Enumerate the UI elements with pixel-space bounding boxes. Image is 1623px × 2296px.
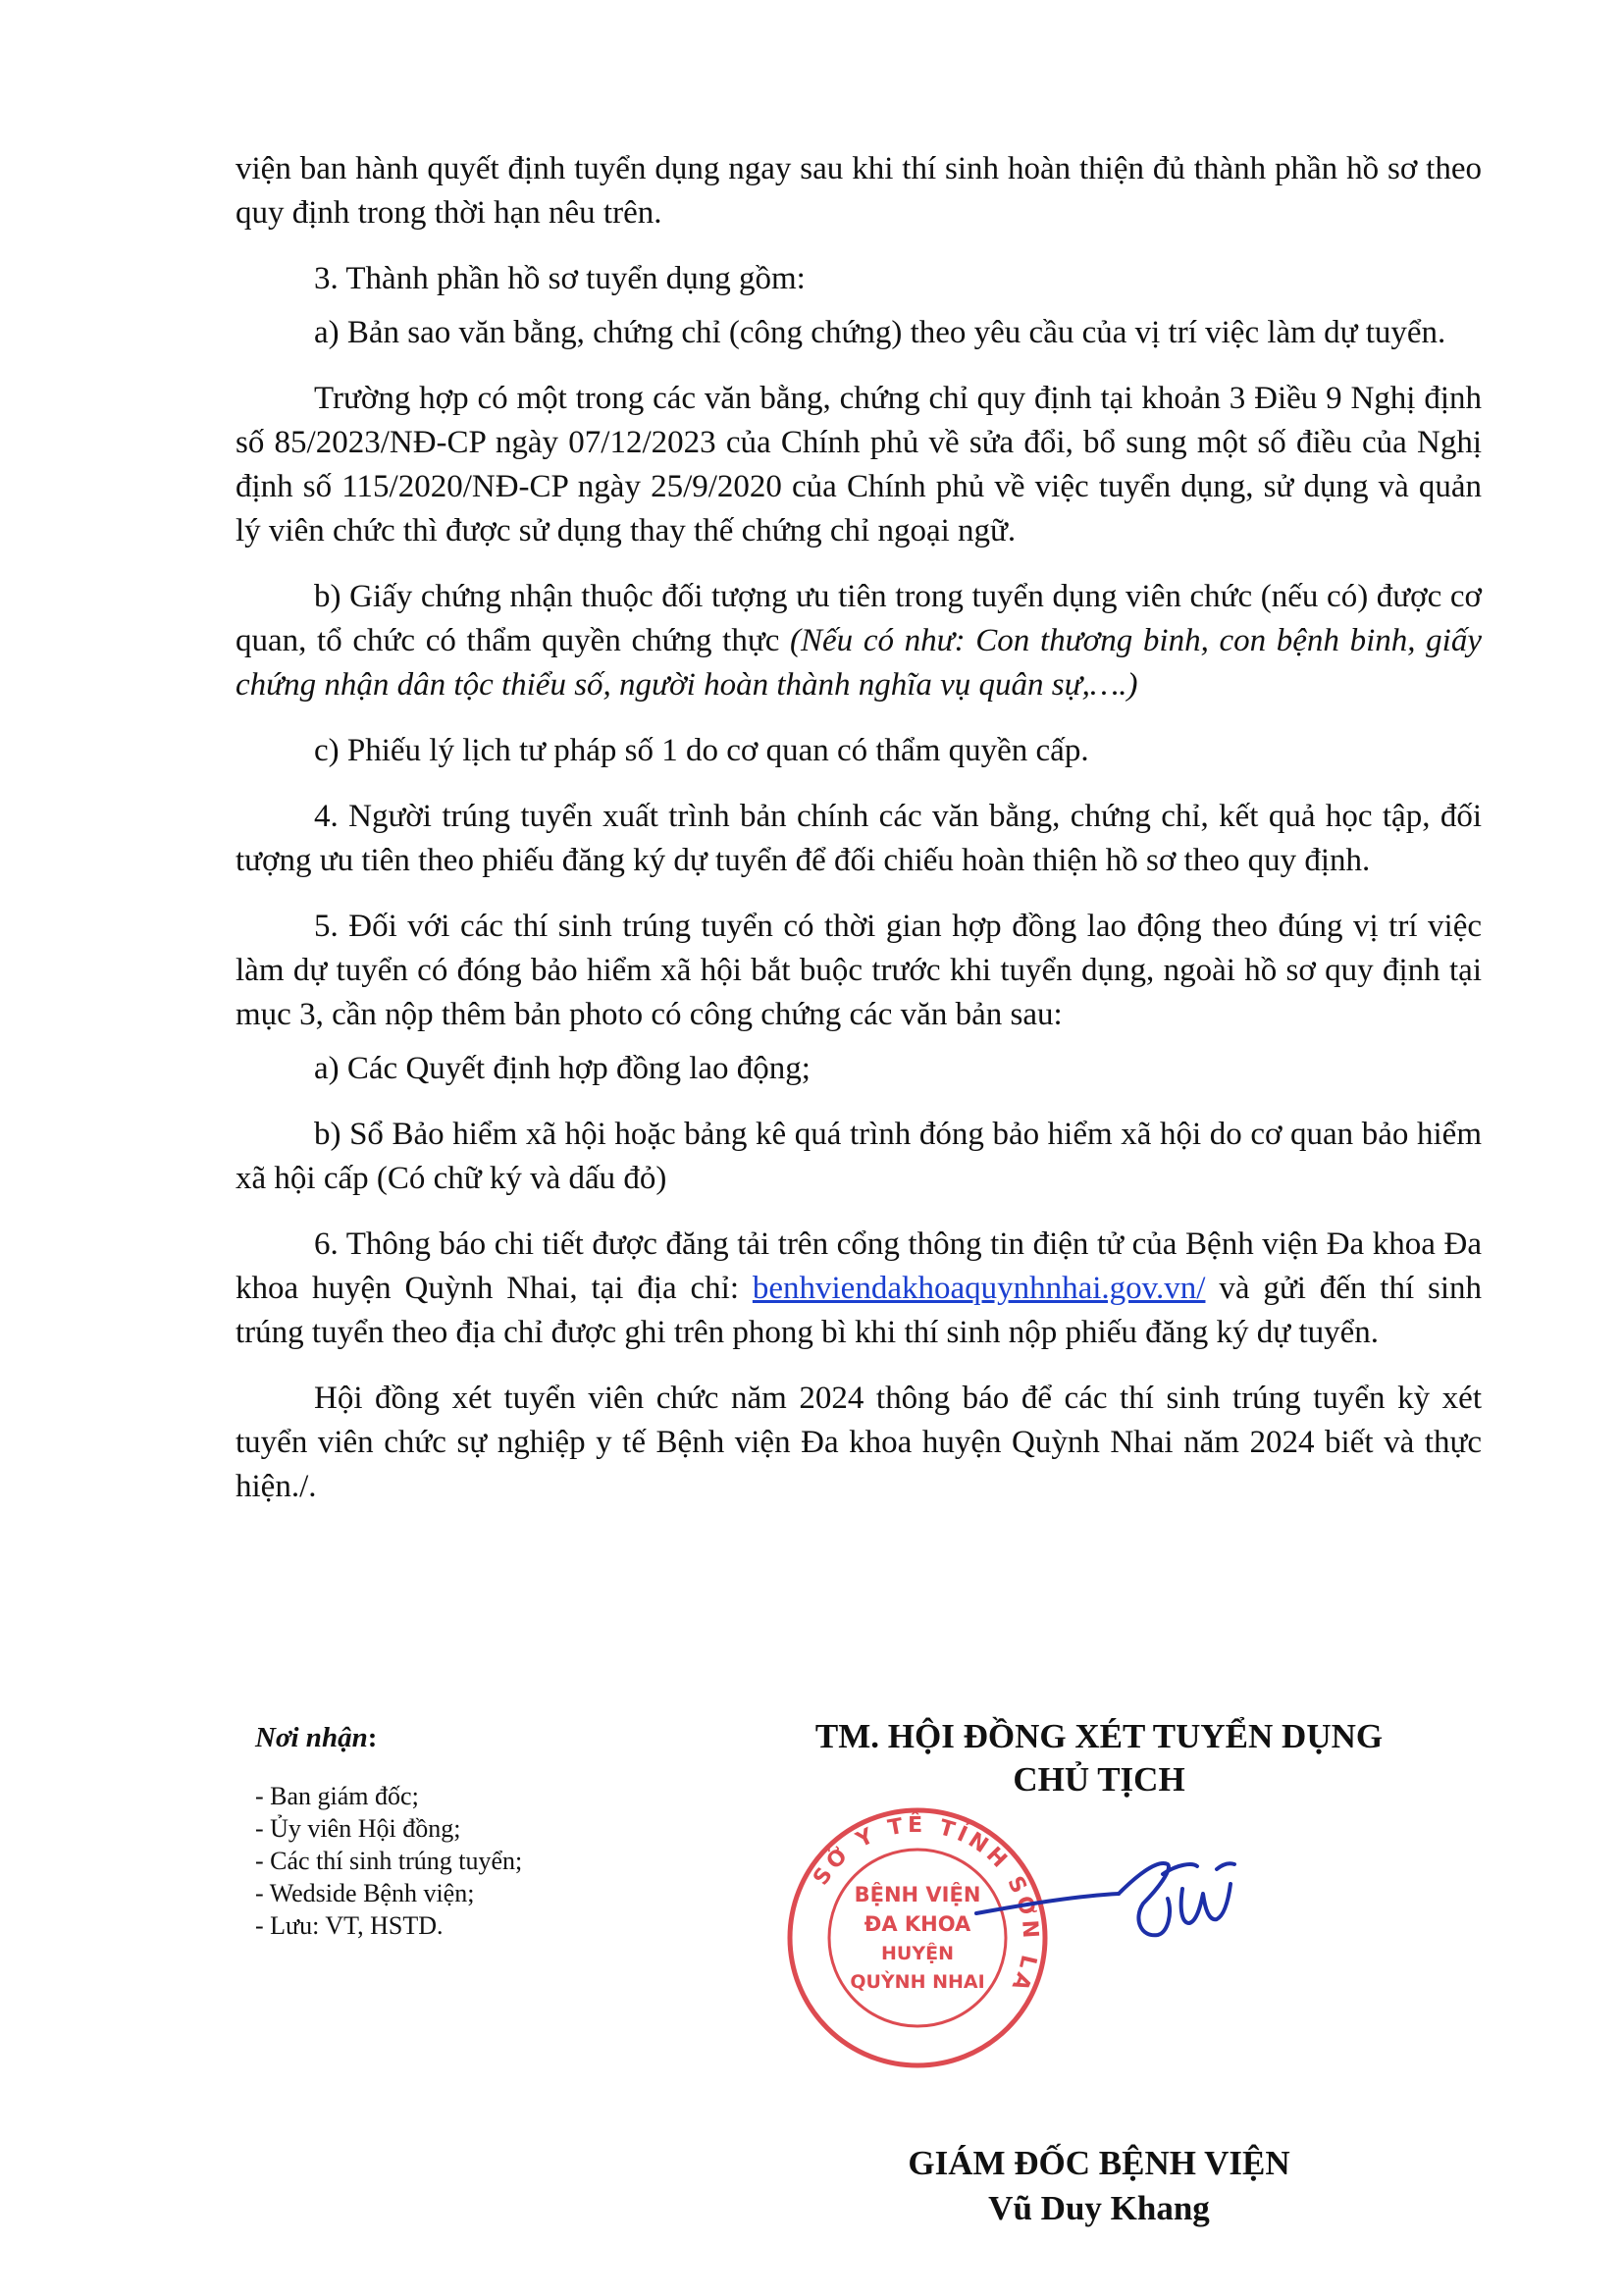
paragraph-3a: a) Bản sao văn bằng, chứng chỉ (công chứng) theo yêu cầu của vị trí việc làm dự tuyển. <box>314 315 1446 350</box>
paragraph-section-3: 3. Thành phần hồ sơ tuyển dụng gồm: <box>314 261 806 296</box>
paragraph-6-text: 6. Thông báo chi tiết được đăng tải trên cổng thông tin điện tử của Bệnh viện Đa khoa Đa khoa huyện Quỳnh Nhai, tại địa chỉ: <box>236 1226 1482 1306</box>
signer-name: Vũ Duy Khang <box>988 2189 1210 2227</box>
document-body <box>236 147 1482 1531</box>
recipients-title <box>255 1722 667 1754</box>
paragraph-section-5: 5. Đối với các thí sinh trúng tuyển có thời gian hợp đồng lao động theo đúng vị trí việc làm dự tuyển có đóng bảo hiểm xã hội bắt buộc trước khi tuyển dụng, ngoài hồ sơ quy định tại mục 3, cần nộp thêm bản photo có công chứng các văn bản sau: <box>236 909 1482 1032</box>
paragraph-3b-italic: (Nếu có như: Con thương binh, con bệnh binh, giấy chứng nhận dân tộc thiểu số, người hoàn thành nghĩa vụ quân sự,….) <box>236 623 1482 703</box>
signer-organization: TM. HỘI ĐỒNG XÉT TUYỂN DỤNG <box>814 1717 1384 1755</box>
paragraph-3a-note: Trường hợp có một trong các văn bằng, chứng chỉ quy định tại khoản 3 Điều 9 Nghị định số 85/2023/NĐ-CP ngày 07/12/2023 của Chính phủ về sửa đổi, bổ sung một số điều của Nghị định số 115/2020/NĐ-CP ngày 25/9/2020 của Chính phủ về việc tuyển dụng, sử dụng và quản lý viên chức thì được sử dụng thay thế chứng chỉ ngoại ngữ. <box>236 381 1482 548</box>
recipient-item: - Wedside Bệnh viện; <box>255 1879 475 1907</box>
recipients-block <box>255 1722 667 1942</box>
paragraph-5a: a) Các Quyết định hợp đồng lao động; <box>314 1051 811 1086</box>
recipients-title-colon: : <box>367 1722 378 1753</box>
stamp-line-2: ĐA KHOA <box>864 1912 971 1936</box>
paragraph-section-6 <box>236 1223 1482 1355</box>
website-link[interactable]: benhviendakhoaquynhnhai.gov.vn/ <box>752 1271 1206 1306</box>
paragraph-3b-text: b) Giấy chứng nhận thuộc đối tượng ưu tiên trong tuyển dụng viên chức (nếu có) được cơ quan, tổ chức có thẩm quyền chứng thực <box>236 579 1482 658</box>
paragraph-6-text-end: và gửi đến thí sinh trúng tuyển theo địa chỉ được ghi trên phong bì khi thí sinh nộp phiếu đăng ký dự tuyển. <box>236 1271 1482 1350</box>
signature-stroke-1 <box>976 1894 1119 1913</box>
paragraph-closing: Hội đồng xét tuyển viên chức năm 2024 thông báo để các thí sinh trúng tuyển kỳ xét tuyển viên chức sự nghiệp y tế Bệnh viện Đa khoa huyện Quỳnh Nhai năm 2024 biết và thực hiện./. <box>236 1381 1482 1504</box>
stamp-line-3: HUYỆN <box>881 1943 954 1964</box>
signer-role: CHỦ TỊCH <box>1013 1760 1185 1799</box>
recipients-list <box>255 1780 667 1942</box>
stamp-line-1: BỆNH VIỆN <box>854 1883 981 1906</box>
recipient-item: - Lưu: VT, HSTD. <box>255 1911 444 1940</box>
paragraph-3b <box>236 575 1482 707</box>
paragraph-continuation: viện ban hành quyết định tuyển dụng ngay sau khi thí sinh hoàn thiện đủ thành phần hồ sơ theo quy định trong thời hạn nêu trên. <box>236 151 1482 231</box>
paragraph-5b: b) Sổ Bảo hiểm xã hội hoặc bảng kê quá trình đóng bảo hiểm xã hội do cơ quan bảo hiểm xã hội cấp (Có chữ ký và dấu đỏ) <box>236 1117 1482 1196</box>
paragraph-section-4: 4. Người trúng tuyển xuất trình bản chính các văn bằng, chứng chỉ, kết quả học tập, đối tượng ưu tiên theo phiếu đăng ký dự tuyển để đối chiếu hoàn thiện hồ sơ theo quy định. <box>236 799 1482 878</box>
recipients-title-text: Nơi nhận <box>255 1722 368 1753</box>
handwritten-signature <box>971 1845 1266 1972</box>
recipient-item: - Các thí sinh trúng tuyển; <box>255 1847 523 1875</box>
paragraph-3c: c) Phiếu lý lịch tư pháp số 1 do cơ quan có thẩm quyền cấp. <box>314 733 1089 768</box>
signature-stroke-4 <box>1181 1884 1230 1923</box>
recipient-item: - Ban giám đốc; <box>255 1782 419 1810</box>
recipient-item: - Ủy viên Hội đồng; <box>255 1814 461 1843</box>
stamp-ring-text: SỞ Y TẾ TỈNH SƠN LA <box>809 1812 1043 1998</box>
signature-stroke-5 <box>1217 1863 1234 1869</box>
stamp-line-4: QUỲNH NHAI <box>850 1971 985 1993</box>
signer-position: GIÁM ĐỐC BỆNH VIỆN <box>908 2144 1290 2182</box>
